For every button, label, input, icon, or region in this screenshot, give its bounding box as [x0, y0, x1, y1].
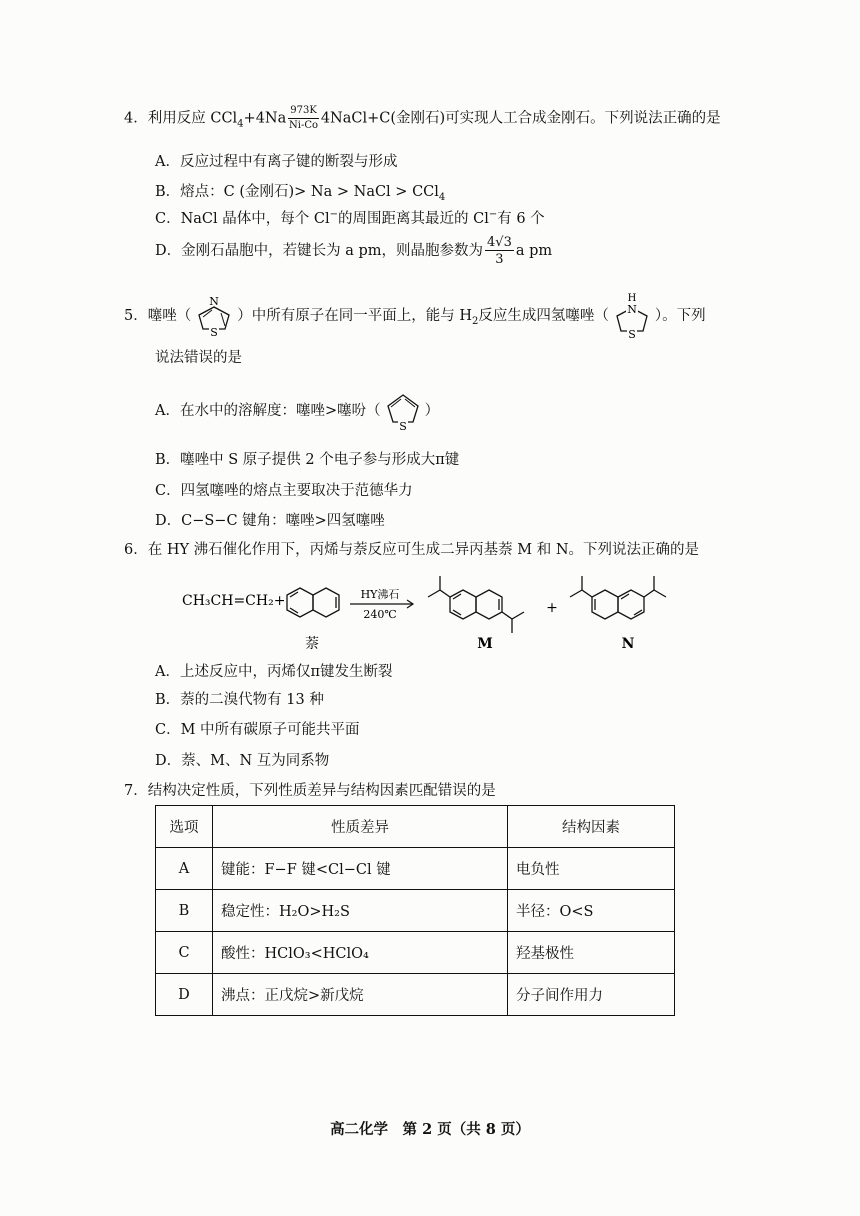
table-header: 选项	[156, 806, 213, 848]
question-5-stem: 5．噻唑（ N S ）中所有原子在同一平面上，能与 $H_2$反应生成四氢噻唑（ N H S ）。下列	[124, 293, 706, 340]
q4-option-c: C．NaCl 晶体中，每个 Cl−的周围距离其最近的 Cl−有 6 个	[155, 209, 545, 227]
table-cell: A	[156, 848, 213, 890]
naphthalene-label: 萘	[305, 636, 319, 652]
plus-sign: +	[546, 600, 558, 616]
q5-option-d: D．C−S−C 键角：噻唑>四氢噻唑	[155, 513, 385, 529]
svg-text:H: H	[627, 293, 637, 304]
svg-text:S: S	[398, 420, 407, 433]
lattice-fraction: $\frac{4√3}{3}$	[487, 235, 512, 267]
question-6-stem: 6．在 HY 沸石催化作用下，丙烯与萘反应可生成二异丙基萘 M 和 N。下列说法正确的是	[124, 542, 700, 558]
table-cell: D	[156, 974, 213, 1016]
q6-option-c: C．M 中所有碳原子可能共平面	[155, 722, 360, 738]
table-header: 结构因素	[508, 806, 675, 848]
svg-text:N: N	[627, 303, 637, 316]
thiophene-structure	[381, 389, 425, 433]
table-row	[156, 932, 675, 974]
q5-option-a: A．在水中的溶解度：噻唑>噻吩（ S ）	[155, 389, 439, 433]
table-cell: C	[156, 932, 213, 974]
table-header-row	[156, 806, 675, 848]
thiazole-structure	[191, 295, 237, 337]
compound-m-label: M	[477, 636, 493, 652]
svg-text:HY沸石: HY沸石	[360, 588, 400, 601]
q4-option-b: B．熔点：C (金刚石)> Na > NaCl > CCl$_4$	[155, 184, 446, 203]
table-cell: 沸点：正戊烷>新戊烷	[213, 974, 508, 1016]
svg-text:S: S	[210, 326, 219, 337]
svg-text:240℃: 240℃	[363, 608, 397, 621]
q6-option-b: B．萘的二溴代物有 13 种	[155, 692, 324, 708]
table-cell: 酸性：HClO₃<HClO₄	[213, 932, 508, 974]
tetrahydrothiazole-structure	[609, 292, 655, 340]
page-footer: 高二化学 第 2 页（共 8 页）	[330, 1121, 530, 1138]
table-cell: B	[156, 890, 213, 932]
reaction-scheme	[180, 560, 720, 660]
q6-option-d: D．萘、M、N 互为同系物	[155, 753, 330, 769]
table-cell: 羟基极性	[508, 932, 675, 974]
reaction-arrow	[350, 600, 413, 608]
table-cell: 电负性	[508, 848, 675, 890]
q6-option-a: A．上述反应中，丙烯仅π键发生断裂	[155, 664, 393, 680]
table-header: 性质差异	[213, 806, 508, 848]
compound-m-structure	[428, 576, 524, 633]
q5-option-b: B．噻唑中 S 原子提供 2 个电子参与形成大π键	[155, 452, 460, 468]
table-cell: 分子间作用力	[508, 974, 675, 1016]
compound-n-label: N	[621, 636, 635, 652]
table-row	[156, 848, 675, 890]
compound-n-structure	[570, 576, 666, 619]
q7-table	[155, 805, 675, 1016]
naphthalene-structure	[287, 588, 339, 617]
table-row	[156, 890, 675, 932]
table-row	[156, 974, 675, 1016]
reaction-condition: $\frac{973K}{Ni-Co}$	[289, 105, 319, 131]
svg-text:N: N	[209, 295, 220, 308]
table-cell: 半径：O<S	[508, 890, 675, 932]
table-cell: 稳定性：H₂O>H₂S	[213, 890, 508, 932]
q5-option-c: C．四氢噻唑的熔点主要取决于范德华力	[155, 483, 413, 499]
propene-formula: CH₃CH=CH₂+	[182, 593, 286, 609]
q4-option-d: D．金刚石晶胞中，若键长为 a pm，则晶胞参数为 $\frac{4√3}{3}$ a pm	[155, 235, 553, 267]
svg-text:S: S	[628, 328, 636, 340]
q5-stem-line2: 说法错误的是	[155, 350, 242, 366]
question-4-stem: 4．利用反应 CCl$_4$+4Na $\frac{973K}{Ni-Co}$ 4NaCl+C(金刚石)可实现人工合成金刚石。下列说法正确的是	[124, 105, 721, 131]
table-cell: 键能：F−F 键<Cl−Cl 键	[213, 848, 508, 890]
q4-option-a: A．反应过程中有离子键的断裂与形成	[155, 154, 398, 170]
question-7-stem: 7．结构决定性质，下列性质差异与结构因素匹配错误的是	[124, 783, 496, 799]
